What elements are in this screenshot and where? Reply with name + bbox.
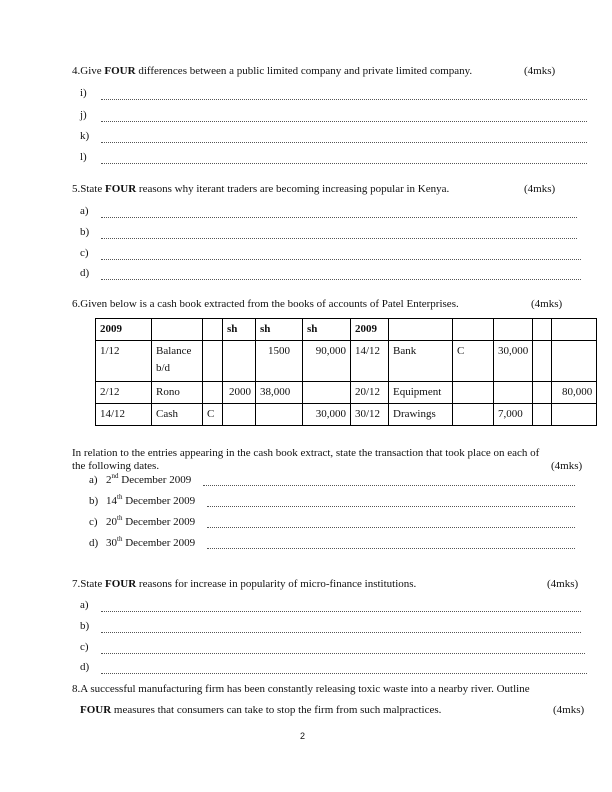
header-cell: sh <box>223 319 256 341</box>
table-cell: 20/12 <box>351 382 389 404</box>
q8-text: A successful manufacturing firm has been constantly releasing toxic waste into a nearby river. Outline <box>80 683 530 695</box>
header-cell <box>533 319 552 341</box>
date-day: 30 <box>106 537 117 549</box>
table-row <box>96 341 597 382</box>
q4-item-label: l) <box>80 151 87 163</box>
answer-line[interactable] <box>101 163 587 164</box>
question-8-line2 <box>80 704 441 716</box>
answer-line[interactable] <box>101 611 581 612</box>
table-row <box>96 404 597 426</box>
header-cell: sh <box>303 319 351 341</box>
q7-item-label: c) <box>80 641 89 653</box>
q4-item-label: j) <box>80 109 87 121</box>
q7-marks: (4mks) <box>547 578 579 590</box>
date-suffix: th <box>117 514 123 522</box>
date-text: December 2009 <box>122 495 196 507</box>
q4-pre: Give <box>80 65 105 77</box>
table-cell: Drawings <box>389 404 453 426</box>
q8-text-2: measures that consumers can take to stop the firm from such malpractices. <box>111 704 442 716</box>
date-label: c) <box>89 516 98 528</box>
table-cell: 2000 <box>223 382 256 404</box>
q7-item-label: a) <box>80 599 89 611</box>
q5-item-label: b) <box>80 226 90 238</box>
header-cell <box>152 319 203 341</box>
q5-number: 5. <box>72 183 81 195</box>
answer-line[interactable] <box>101 279 581 280</box>
date-suffix: nd <box>111 472 119 480</box>
date-suffix: th <box>117 493 123 501</box>
q5-item-label: d) <box>80 267 90 279</box>
q5-text: reasons why iterant traders are becoming increasing popular in Kenya. <box>136 183 450 195</box>
header-cell <box>389 319 453 341</box>
answer-line[interactable] <box>101 238 577 239</box>
table-cell <box>223 404 256 426</box>
q7-number: 7. <box>72 578 81 590</box>
table-cell <box>453 382 494 404</box>
header-cell <box>552 319 597 341</box>
table-cell: 14/12 <box>96 404 152 426</box>
table-cell <box>203 382 223 404</box>
table-cell <box>303 382 351 404</box>
q7-item-label: b) <box>80 620 90 632</box>
q6-followup: In relation to the entries appearing in the cash book extract, state the transaction that took place on each of <box>72 447 540 459</box>
answer-line[interactable] <box>207 506 575 507</box>
answer-line[interactable] <box>101 121 587 122</box>
table-cell: C <box>203 404 223 426</box>
header-cell <box>203 319 223 341</box>
q6-marks: (4mks) <box>531 298 563 310</box>
date-item <box>89 495 195 507</box>
table-cell: 90,000 <box>303 341 351 382</box>
table-header-row <box>96 319 597 341</box>
q5-marks: (4mks) <box>524 183 556 195</box>
q6-number: 6. <box>72 298 81 310</box>
q6-followup-marks: (4mks) <box>551 460 583 472</box>
table-cell: 80,000 <box>552 382 597 404</box>
q5-pre: State <box>80 183 105 195</box>
date-item <box>89 474 191 486</box>
table-cell: Rono <box>152 382 203 404</box>
table-cell <box>223 341 256 382</box>
date-day: 20 <box>106 516 117 528</box>
table-cell: 38,000 <box>256 382 303 404</box>
answer-line[interactable] <box>203 485 575 486</box>
date-label: b) <box>89 495 99 507</box>
date-suffix: th <box>117 535 123 543</box>
q4-text: differences between a public limited company and private limited company. <box>135 65 473 77</box>
table-cell: Cash <box>152 404 203 426</box>
table-cell <box>552 404 597 426</box>
date-item <box>89 537 195 549</box>
header-cell: sh <box>256 319 303 341</box>
date-day: 2 <box>106 474 112 486</box>
table-cell: 1/12 <box>96 341 152 382</box>
table-cell <box>453 404 494 426</box>
q7-pre: State <box>80 578 105 590</box>
question-4 <box>72 65 472 77</box>
q6-text: Given below is a cash book extracted from the books of accounts of Patel Enterprises. <box>80 298 459 310</box>
answer-line[interactable] <box>101 217 577 218</box>
date-item <box>89 516 195 528</box>
q4-number: 4. <box>72 65 81 77</box>
table-cell: C <box>453 341 494 382</box>
q8-marks: (4mks) <box>553 704 585 716</box>
header-cell: 2009 <box>351 319 389 341</box>
page-number: 2 <box>300 731 306 741</box>
q8-bold: FOUR <box>80 704 112 716</box>
table-cell: Equipment <box>389 382 453 404</box>
answer-line[interactable] <box>101 142 587 143</box>
table-cell: 7,000 <box>494 404 533 426</box>
table-cell: 1500 <box>256 341 303 382</box>
question-8 <box>72 683 530 695</box>
answer-line[interactable] <box>207 548 575 549</box>
q7-bold: FOUR <box>105 578 137 590</box>
answer-line[interactable] <box>101 259 581 260</box>
table-cell: 2/12 <box>96 382 152 404</box>
table-cell: 14/12 <box>351 341 389 382</box>
table-cell <box>203 341 223 382</box>
date-label: d) <box>89 537 99 549</box>
table-row <box>96 382 597 404</box>
q8-number: 8. <box>72 683 81 695</box>
header-cell <box>494 319 533 341</box>
q4-bold: FOUR <box>104 65 136 77</box>
q4-item-label: k) <box>80 130 90 142</box>
answer-line[interactable] <box>101 632 581 633</box>
table-cell <box>494 382 533 404</box>
answer-line[interactable] <box>207 527 575 528</box>
date-text: December 2009 <box>122 537 196 549</box>
answer-line[interactable] <box>101 99 587 100</box>
q5-item-label: c) <box>80 247 89 259</box>
cash-book-table <box>95 318 597 426</box>
q4-item-label: i) <box>80 87 87 99</box>
table-cell <box>533 341 552 382</box>
question-5 <box>72 183 449 195</box>
date-text: December 2009 <box>118 474 192 486</box>
table-cell <box>533 382 552 404</box>
q5-bold: FOUR <box>105 183 137 195</box>
table-cell <box>256 404 303 426</box>
table-cell <box>552 341 597 382</box>
table-cell <box>533 404 552 426</box>
table-cell: Balance b/d <box>152 341 203 382</box>
answer-line[interactable] <box>101 673 587 674</box>
question-7 <box>72 578 416 590</box>
date-text: December 2009 <box>122 516 196 528</box>
table-cell: 30/12 <box>351 404 389 426</box>
q7-text: reasons for increase in popularity of micro-finance institutions. <box>136 578 417 590</box>
q7-item-label: d) <box>80 661 90 673</box>
date-day: 14 <box>106 495 117 507</box>
header-cell: 2009 <box>96 319 152 341</box>
date-label: a) <box>89 474 98 486</box>
table-cell: 30,000 <box>303 404 351 426</box>
header-cell <box>453 319 494 341</box>
table-cell: Bank <box>389 341 453 382</box>
question-6 <box>72 298 459 310</box>
q4-marks: (4mks) <box>524 65 556 77</box>
q5-item-label: a) <box>80 205 89 217</box>
table-cell: 30,000 <box>494 341 533 382</box>
answer-line[interactable] <box>101 653 585 654</box>
q6-followup-line2: the following dates. <box>72 460 160 472</box>
